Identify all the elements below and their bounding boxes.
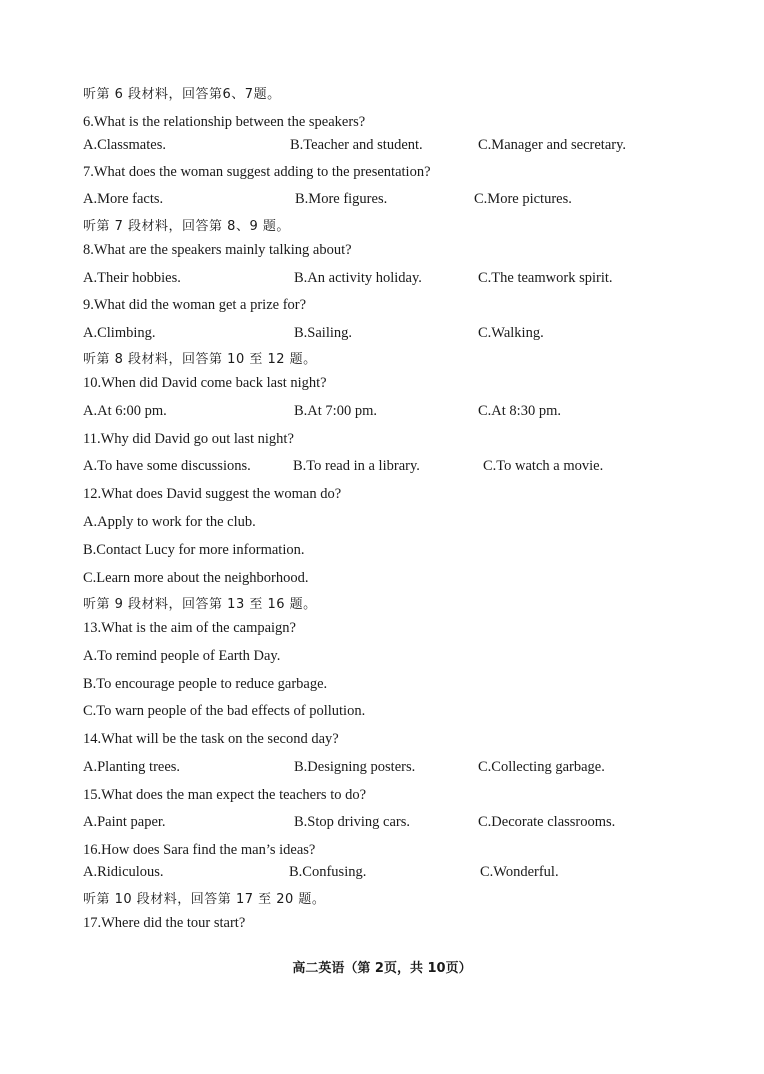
page-footer: 高二英语（第 2页，共 10页） bbox=[292, 961, 472, 976]
question-6-option-b: B.Teacher and student. bbox=[290, 137, 423, 153]
question-7-stem: 7.What does the woman suggest adding to the presentation? bbox=[83, 164, 431, 180]
question-13-option-a: A.To remind people of Earth Day. bbox=[83, 648, 281, 664]
question-10-stem: 10.When did David come back last night? bbox=[83, 375, 327, 391]
question-13-option-b: B.To encourage people to reduce garbage. bbox=[83, 676, 328, 692]
question-8-stem: 8.What are the speakers mainly talking about? bbox=[83, 242, 352, 258]
question-7-option-b: B.More figures. bbox=[295, 191, 388, 207]
section-heading-7: 听第 7 段材料，回答第 8、9 题。 bbox=[83, 219, 290, 234]
question-17-stem: 17.Where did the tour start? bbox=[83, 915, 246, 931]
question-9-option-b: B.Sailing. bbox=[294, 325, 353, 341]
question-12-option-c: C.Learn more about the neighborhood. bbox=[83, 570, 309, 586]
question-11-stem: 11.Why did David go out last night? bbox=[83, 431, 294, 447]
question-7-option-a: A.More facts. bbox=[83, 191, 164, 207]
question-14-stem: 14.What will be the task on the second day? bbox=[83, 731, 339, 747]
question-11-option-c: C.To watch a movie. bbox=[483, 458, 604, 474]
section-heading-8: 听第 8 段材料，回答第 10 至 12 题。 bbox=[83, 352, 317, 367]
question-8-option-b: B.An activity holiday. bbox=[294, 270, 422, 286]
question-16-option-b: B.Confusing. bbox=[289, 864, 367, 880]
question-9-option-a: A.Climbing. bbox=[83, 325, 156, 341]
question-14-option-b: B.Designing posters. bbox=[294, 759, 416, 775]
question-7-option-c: C.More pictures. bbox=[474, 191, 572, 207]
question-12-option-b: B.Contact Lucy for more information. bbox=[83, 542, 305, 558]
question-11-option-b: B.To read in a library. bbox=[293, 458, 420, 474]
question-8-option-a: A.Their hobbies. bbox=[83, 270, 181, 286]
question-9-option-c: C.Walking. bbox=[478, 325, 544, 341]
section-heading-6: 听第 6 段材料，回答第6、7题。 bbox=[83, 87, 281, 102]
question-12-option-a: A.Apply to work for the club. bbox=[83, 514, 256, 530]
section-heading-10: 听第 10 段材料，回答第 17 至 20 题。 bbox=[83, 892, 326, 907]
question-16-option-a: A.Ridiculous. bbox=[83, 864, 164, 880]
question-16-option-c: C.Wonderful. bbox=[480, 864, 559, 880]
question-14-option-a: A.Planting trees. bbox=[83, 759, 181, 775]
question-16-stem: 16.How does Sara find the man’s ideas? bbox=[83, 842, 316, 858]
question-8-option-c: C.The teamwork spirit. bbox=[478, 270, 613, 286]
question-11-option-a: A.To have some discussions. bbox=[83, 458, 251, 474]
question-6-stem: 6.What is the relationship between the speakers? bbox=[83, 114, 366, 130]
question-15-option-b: B.Stop driving cars. bbox=[294, 814, 410, 830]
question-10-option-a: A.At 6:00 pm. bbox=[83, 403, 167, 419]
question-14-option-c: C.Collecting garbage. bbox=[478, 759, 605, 775]
question-12-stem: 12.What does David suggest the woman do? bbox=[83, 486, 342, 502]
question-15-option-c: C.Decorate classrooms. bbox=[478, 814, 616, 830]
question-10-option-b: B.At 7:00 pm. bbox=[294, 403, 377, 419]
question-6-option-c: C.Manager and secretary. bbox=[478, 137, 627, 153]
question-13-option-c: C.To warn people of the bad effects of pollution. bbox=[83, 703, 366, 719]
question-6-option-a: A.Classmates. bbox=[83, 137, 166, 153]
question-15-option-a: A.Paint paper. bbox=[83, 814, 166, 830]
question-10-option-c: C.At 8:30 pm. bbox=[478, 403, 561, 419]
question-9-stem: 9.What did the woman get a prize for? bbox=[83, 297, 307, 313]
section-heading-9: 听第 9 段材料，回答第 13 至 16 题。 bbox=[83, 597, 317, 612]
question-13-stem: 13.What is the aim of the campaign? bbox=[83, 620, 296, 636]
question-15-stem: 15.What does the man expect the teachers to do? bbox=[83, 787, 367, 803]
